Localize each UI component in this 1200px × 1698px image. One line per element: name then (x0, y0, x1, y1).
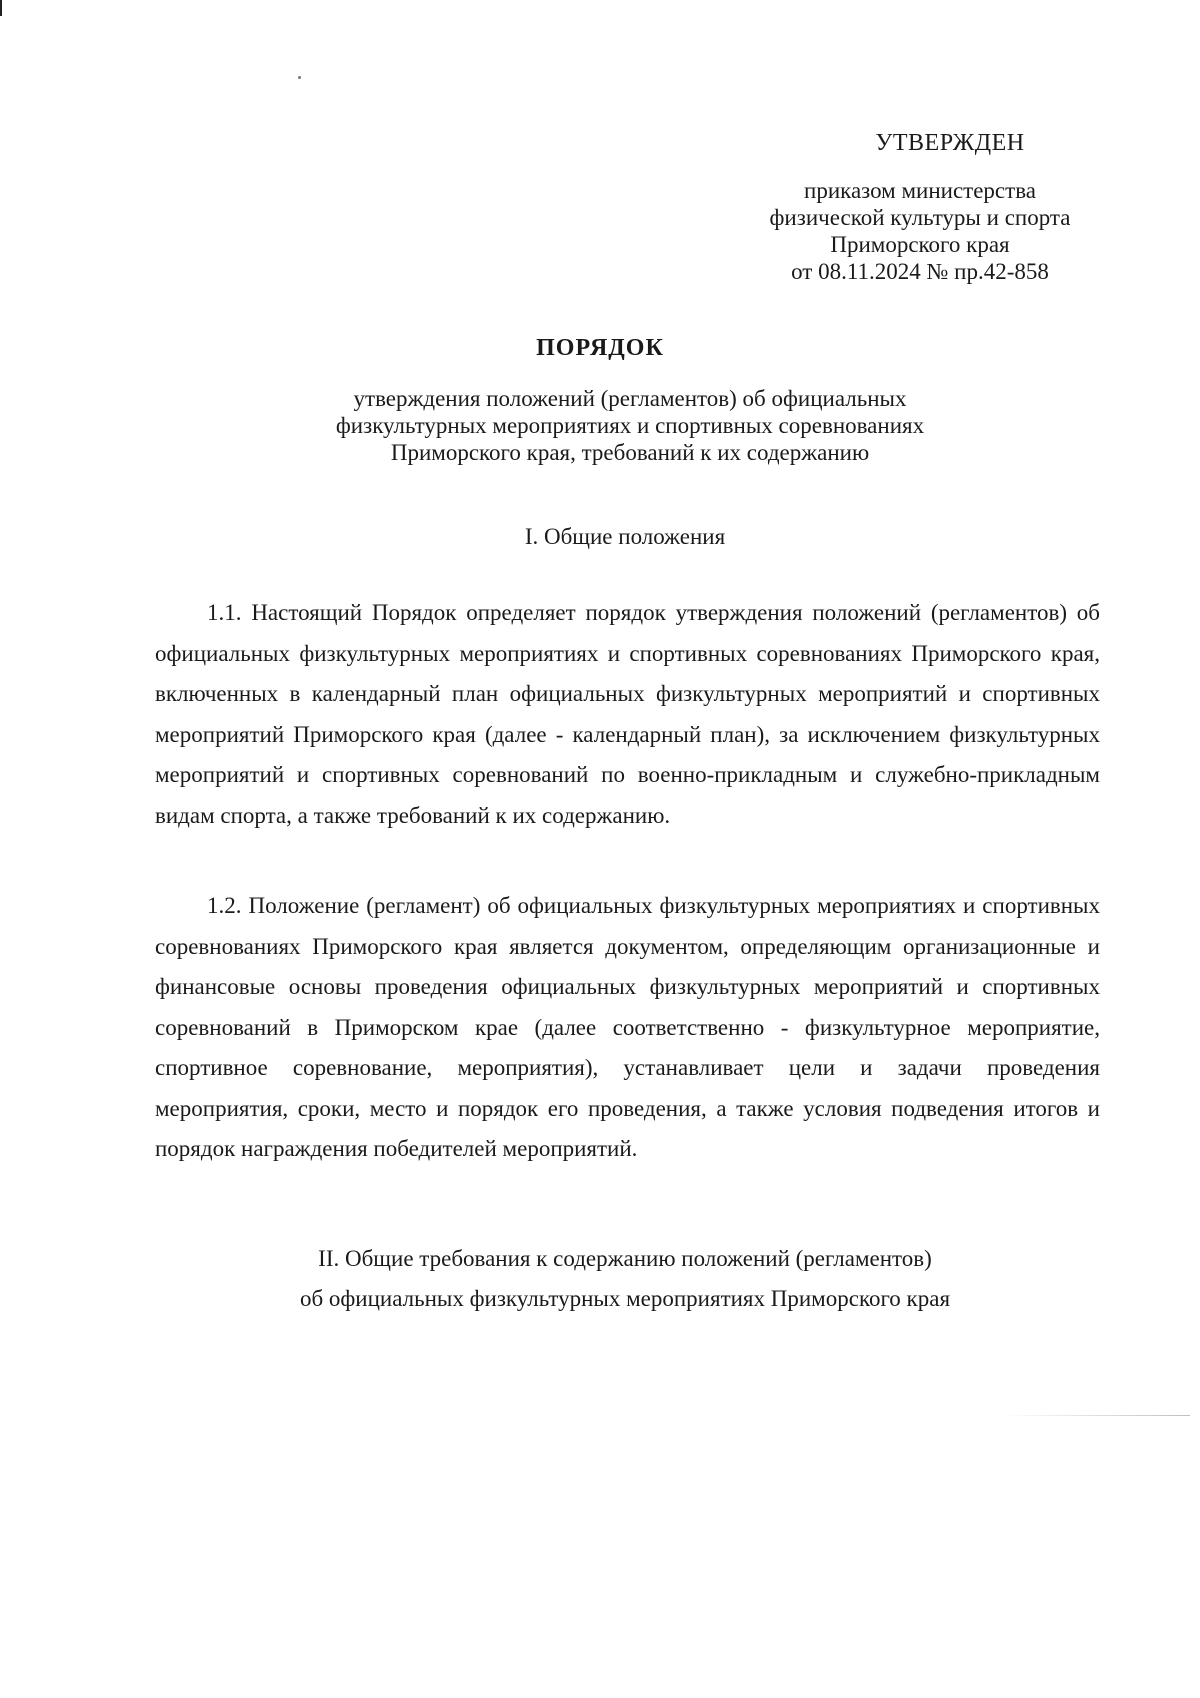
scan-artifact-line (1000, 1415, 1190, 1416)
document-title: ПОРЯДОК (536, 335, 664, 361)
subtitle-line: Приморского края, требований к их содержанию (390, 440, 870, 465)
subtitle-line: утверждения положений (регламентов) об официальных (353, 386, 907, 411)
section-2-heading-line: об официальных физкультурных мероприятиях Приморского края (299, 1286, 951, 1311)
approval-order-number: от 08.11.2024 № пр.42-858 (791, 259, 1049, 284)
section-1-heading: I. Общие положения (524, 524, 726, 549)
document-subtitle (200, 385, 1060, 466)
paragraph-1-2: 1.2. Положение (регламент) об официальных физкультурных мероприятиях и спортивных соревнованиях Приморского края является документом, определяющим организационные и финансовые основы проведения официальных физкультурных мероприятий и спортивных соревнований в Приморском крае (далее соответственно - физкультурное мероприятие, спортивное соревнование, мероприятия), устанавливает цели и задачи проведения мероприятия, сроки, место и порядок его проведения, а также условия подведения итогов и порядок награждения победителей мероприятий. (155, 893, 1100, 1161)
approval-block (700, 130, 1140, 285)
paragraph-1-1: 1.1. Настоящий Порядок определяет порядок утверждения положений (регламентов) об официальных физкультурных мероприятиях и спортивных соревнованиях Приморского края, включенных в календарный план официальных физкультурных мероприятий и спортивных мероприятий Приморского края (далее - календарный план), за исключением физкультурных мероприятий и спортивных соревнований по военно-прикладным и служебно-прикладным видам спорта, а также требований к их содержанию. (155, 600, 1100, 828)
section-2-heading-line: II. Общие требования к содержанию положений (регламентов) (318, 1246, 932, 1271)
approval-line: приказом министерства (804, 178, 1036, 203)
scan-dot (298, 76, 301, 79)
subtitle-line: физкультурных мероприятиях и спортивных соревнованиях (335, 413, 925, 438)
approval-line: физической культуры и спорта (769, 205, 1071, 230)
approval-line: Приморского края (830, 232, 1010, 257)
scan-corner-mark (0, 0, 2, 16)
section-2-heading (0, 1239, 1200, 1319)
approved-label: УТВЕРЖДЕН (875, 130, 1025, 156)
